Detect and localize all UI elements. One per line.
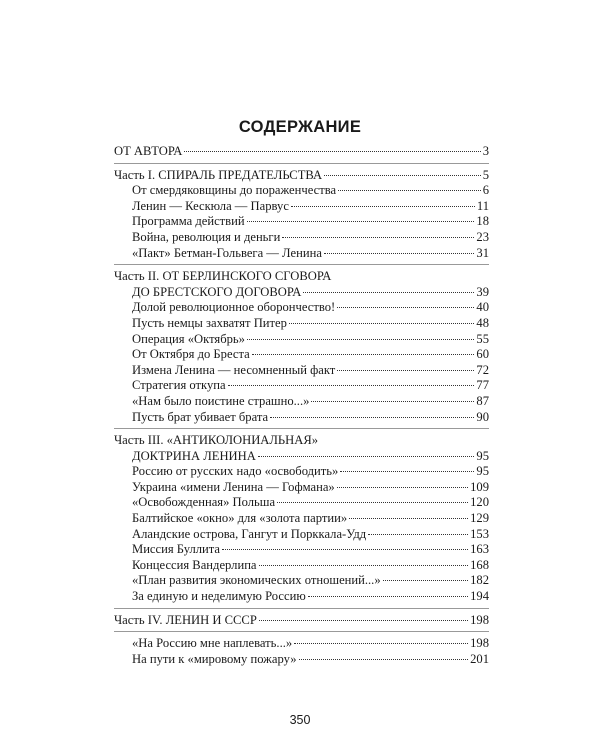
- toc-item: [114, 636, 489, 652]
- dot-leader: [259, 620, 468, 621]
- toc-item-page: 120: [470, 495, 489, 510]
- section-divider: [114, 264, 489, 265]
- toc-part-3: [114, 449, 489, 465]
- toc-item-title: Украина «имени Ленина — Гофмана»: [132, 479, 335, 494]
- toc-item: [114, 527, 489, 543]
- toc-item-page: 163: [470, 542, 489, 557]
- toc-item-title: «Пакт» Бетман-Гольвега — Ленина: [132, 245, 322, 260]
- dot-leader: [282, 237, 474, 238]
- toc-item: [114, 230, 489, 246]
- toc-item-page: 23: [476, 229, 489, 244]
- toc-entry-title: ОТ АВТОРА: [114, 144, 183, 158]
- toc-item-title: Аландские острова, Гангут и Порккала-Удд: [132, 526, 367, 541]
- page-number: 350: [289, 713, 311, 727]
- section-divider: [114, 631, 489, 632]
- toc-part-2-line-1: [114, 269, 489, 285]
- toc-item-title: За единую и неделимую Россию: [132, 589, 306, 604]
- toc-part-title: Часть IV. ЛЕНИН И СССР: [114, 612, 257, 627]
- toc-item: [114, 394, 489, 410]
- toc-item: [114, 542, 489, 558]
- dot-leader: [252, 354, 475, 355]
- toc-item-page: 168: [470, 557, 489, 572]
- toc-item: [114, 558, 489, 574]
- toc-item-page: 153: [470, 526, 489, 541]
- dot-leader: [259, 565, 469, 566]
- toc-item-title: Россию от русских надо «освободить»: [132, 464, 339, 479]
- toc-item: [114, 511, 489, 527]
- toc-entry-page: 3: [482, 144, 489, 158]
- toc-item: [114, 589, 489, 605]
- dot-leader: [247, 221, 475, 222]
- toc-item: [114, 300, 489, 316]
- toc-part-3-line-1: [114, 433, 489, 449]
- dot-leader: [228, 385, 475, 386]
- toc-part-title: ДОКТРИНА ЛЕНИНА: [132, 448, 256, 463]
- toc-item-title: Балтийское «окно» для «золота партии»: [132, 511, 348, 526]
- toc-item-title: Миссия Буллита: [132, 542, 221, 557]
- page-title: СОДЕРЖАНИЕ: [238, 118, 362, 136]
- toc-item: [114, 464, 489, 480]
- toc-item-title: На пути к «мировому пожару»: [132, 651, 297, 666]
- dot-leader: [291, 206, 475, 207]
- dot-leader: [222, 549, 468, 550]
- toc-item: [114, 652, 489, 668]
- toc-item-page: 72: [476, 362, 489, 377]
- toc-item: [114, 332, 489, 348]
- toc-item-title: Операция «Октябрь»: [132, 331, 245, 346]
- toc-item-page: 194: [470, 589, 489, 604]
- dot-leader: [258, 456, 475, 457]
- toc-item: [114, 214, 489, 230]
- dot-leader: [338, 190, 481, 191]
- toc-item-page: 31: [476, 245, 489, 260]
- toc-part-title: Часть II. ОТ БЕРЛИНСКОГО СГОВОРА: [114, 269, 332, 284]
- dot-leader: [184, 151, 480, 152]
- toc-item-title: Стратегия откупа: [132, 378, 226, 393]
- section-divider: [114, 608, 489, 609]
- dot-leader: [337, 487, 468, 488]
- toc-item-page: 11: [476, 198, 489, 213]
- dot-leader: [337, 307, 474, 308]
- dot-leader: [277, 502, 468, 503]
- toc-part-4: [114, 613, 489, 629]
- dot-leader: [303, 292, 474, 293]
- toc-item-page: 77: [476, 378, 489, 393]
- toc-part-page: 5: [482, 167, 489, 182]
- toc-item: [114, 363, 489, 379]
- toc-item: [114, 378, 489, 394]
- toc-item-title: От смердяковщины до пораженчества: [132, 183, 337, 198]
- dot-leader: [289, 323, 474, 324]
- toc-item-title: Ленин — Кескюла — Парвус: [132, 198, 289, 213]
- dot-leader: [311, 401, 474, 402]
- toc-item: [114, 183, 489, 199]
- toc-item: [114, 246, 489, 262]
- toc-item-page: 182: [470, 573, 489, 588]
- toc-item-title: Пусть брат убивает брата: [132, 409, 269, 424]
- toc-item: [114, 495, 489, 511]
- toc-part-title: Часть III. «АНТИКОЛОНИАЛЬНАЯ»: [114, 433, 319, 448]
- toc-part-title: Часть I. СПИРАЛЬ ПРЕДАТЕЛЬСТВА: [114, 167, 323, 182]
- section-divider: [114, 428, 489, 429]
- toc-item-page: 55: [476, 331, 489, 346]
- section-divider: [114, 163, 489, 164]
- toc-item-title: «На Россию мне наплевать...»: [132, 636, 293, 651]
- dot-leader: [270, 417, 474, 418]
- toc-item: [114, 199, 489, 215]
- toc-item: [114, 410, 489, 426]
- toc-item-title: «Нам было поистине страшно...»: [132, 393, 310, 408]
- toc-item-page: 90: [476, 409, 489, 424]
- dot-leader: [324, 253, 474, 254]
- toc-item-page: 40: [476, 300, 489, 315]
- toc-item-title: Война, революция и деньги: [132, 229, 281, 244]
- toc-item-title: «План развития экономических отношений...»: [132, 573, 381, 588]
- toc-item-page: 48: [476, 315, 489, 330]
- toc-part-page: 95: [476, 448, 489, 463]
- dot-leader: [324, 175, 481, 176]
- dot-leader: [247, 339, 474, 340]
- toc-item-title: Концессия Вандерлипа: [132, 557, 257, 572]
- dot-leader: [299, 659, 469, 660]
- toc-part-title: ДО БРЕСТСКОГО ДОГОВОРА: [132, 284, 302, 299]
- toc-item-page: 87: [476, 393, 489, 408]
- toc-entry-intro: [114, 144, 489, 160]
- toc-item-page: 95: [476, 464, 489, 479]
- table-of-contents: [114, 144, 489, 667]
- toc-item-page: 198: [470, 636, 489, 651]
- toc-part-2: [114, 285, 489, 301]
- toc-part-page: 198: [470, 612, 489, 627]
- toc-item: [114, 347, 489, 363]
- dot-leader: [308, 596, 468, 597]
- toc-item-page: 201: [470, 651, 489, 666]
- toc-part-1: [114, 168, 489, 184]
- toc-item-title: Долой революционное оборончество!: [132, 300, 336, 315]
- toc-item-title: Измена Ленина — несомненный факт: [132, 362, 336, 377]
- toc-item-page: 6: [482, 183, 489, 198]
- toc-part-page: 39: [476, 284, 489, 299]
- dot-leader: [349, 518, 468, 519]
- toc-item-page: 60: [476, 347, 489, 362]
- toc-item: [114, 573, 489, 589]
- toc-item-page: 129: [470, 511, 489, 526]
- dot-leader: [383, 580, 468, 581]
- dot-leader: [294, 643, 468, 644]
- dot-leader: [368, 534, 468, 535]
- toc-item: [114, 316, 489, 332]
- toc-item-page: 18: [476, 214, 489, 229]
- toc-item-title: От Октября до Бреста: [132, 347, 250, 362]
- dot-leader: [340, 471, 474, 472]
- toc-item-page: 109: [470, 479, 489, 494]
- toc-item-title: Пусть немцы захватят Питер: [132, 315, 287, 330]
- toc-item-title: «Освобожденная» Польша: [132, 495, 276, 510]
- dot-leader: [337, 370, 474, 371]
- toc-item-title: Программа действий: [132, 214, 245, 229]
- toc-item: [114, 480, 489, 496]
